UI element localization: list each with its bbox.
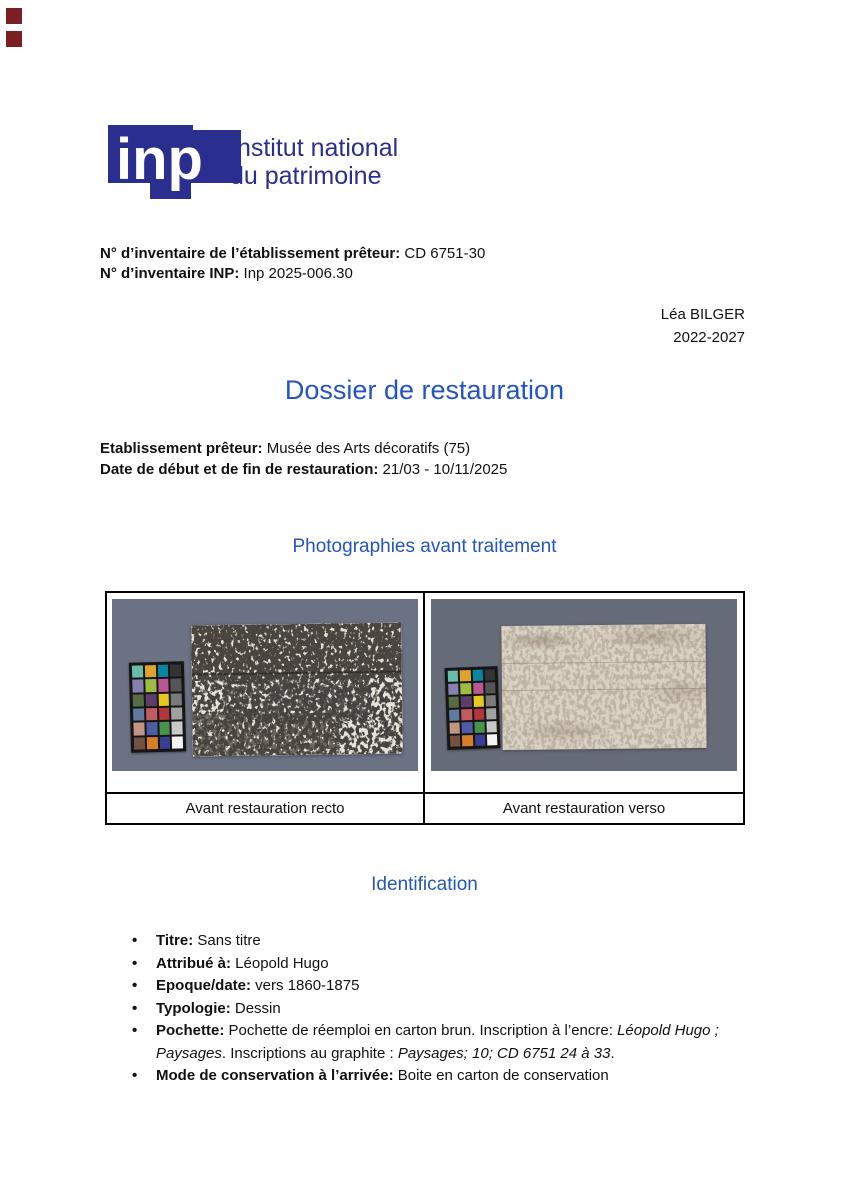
identification-segment: Attribué à: (156, 954, 231, 972)
colorchecker-patch (448, 670, 459, 681)
drawing-paper-verso (501, 624, 706, 750)
colorchecker-patch (487, 734, 498, 745)
loan-dates-line (100, 459, 507, 480)
logo-acronym: inp (116, 127, 203, 192)
colorchecker-patch (171, 707, 182, 720)
red-corner-mark-icon (6, 8, 22, 24)
photos-section-heading: Photographies avant traitement (292, 536, 557, 557)
identification-item (130, 998, 742, 1021)
colorchecker-patch (171, 679, 182, 692)
colorchecker-patch (461, 709, 472, 720)
drawing-paper-recto (191, 623, 403, 757)
smudge-texture (501, 624, 706, 750)
colorchecker-patch (134, 737, 145, 750)
colorchecker-patch (145, 679, 156, 692)
colorchecker-patch (157, 665, 168, 678)
identification-segment: Dessin (230, 999, 281, 1017)
identification-segment: Typologie: (156, 999, 231, 1017)
identification-segment: Léopold Hugo ; Paysages (156, 1022, 719, 1062)
loan-block (100, 438, 507, 480)
identification-segment: Boite en carton de conservation (393, 1067, 609, 1084)
identification-segment: Mode de conservation à l’arrivée: (156, 1067, 394, 1084)
identification-heading: Identification (371, 874, 478, 895)
colorchecker-patch (485, 682, 496, 693)
colorchecker-patch (132, 665, 143, 678)
colorchecker-patch (147, 737, 158, 750)
colorchecker-patch (460, 683, 471, 694)
photo-avant-recto (112, 599, 418, 771)
red-corner-mark-icon (6, 31, 22, 47)
colorchecker-patch (170, 664, 181, 677)
colorchecker-patch (133, 723, 144, 736)
page-title: Dossier de restauration (284, 375, 565, 405)
identification-item (130, 953, 742, 976)
identification-segment: . Inscriptions au graphite : (221, 1044, 398, 1062)
colorchecker-patch (474, 722, 485, 733)
loan-dates-label: Date de début et de fin de restauration: (100, 461, 379, 478)
logo-org-name (230, 134, 398, 190)
colorchecker-patch (146, 708, 157, 721)
inventory-lender-value: CD 6751-30 (400, 245, 486, 262)
colorchecker-patch (474, 735, 485, 746)
colorchecker-patch (449, 696, 460, 707)
photo-caption: Avant restauration verso (425, 792, 743, 823)
colorchecker-card (129, 661, 186, 752)
identification-segment: Pochette: (156, 1022, 225, 1039)
colorchecker-patch (473, 683, 484, 694)
colorchecker-patch (133, 708, 144, 721)
colorchecker-patch (449, 709, 460, 720)
author-name: Léa BILGER (660, 306, 745, 323)
colorchecker-patch (450, 735, 461, 746)
loan-dates-value: 21/03 - 10/11/2025 (378, 461, 508, 478)
identification-segment: Epoque/date: (156, 977, 252, 994)
photo-cell (107, 593, 425, 792)
identification-segment: Paysages; 10; CD 6751 24 à 33 (397, 1044, 611, 1062)
colorchecker-patch (474, 709, 485, 720)
colorchecker-patch (146, 722, 157, 735)
colorchecker-patch (486, 708, 497, 719)
colorchecker-patch (159, 708, 170, 721)
colorchecker-patch (159, 736, 170, 749)
logo-org-line1: Institut national (230, 134, 399, 162)
ink-texture (223, 675, 371, 723)
colorchecker-patch (450, 722, 461, 733)
loan-establishment-label: Etablissement prêteur: (100, 440, 263, 457)
identification-segment: Pochette de réemploi en carton brun. Inscription à l’encre: (224, 1022, 618, 1039)
identification-segment: Sans titre (193, 932, 261, 949)
colorchecker-patch (472, 670, 483, 681)
colorchecker-patch (171, 693, 182, 706)
colorchecker-patch (462, 735, 473, 746)
author-years: 2022-2027 (673, 329, 745, 346)
colorchecker-patch (484, 669, 495, 680)
identification-segment: . (610, 1044, 615, 1062)
identification-item (130, 930, 742, 953)
inventory-block (100, 244, 485, 284)
colorchecker-patch (133, 694, 144, 707)
colorchecker-patch (158, 693, 169, 706)
author-block (661, 303, 745, 349)
identification-segment: Titre: (156, 932, 194, 949)
photo-avant-verso (431, 599, 737, 771)
loan-establishment-line (100, 438, 507, 459)
colorchecker-patch (159, 722, 170, 735)
logo-org-line2: du patrimoine (230, 162, 382, 190)
colorchecker-patch (158, 679, 169, 692)
identification-item (130, 1020, 742, 1065)
colorchecker-patch (145, 694, 156, 707)
identification-item (130, 975, 742, 998)
inventory-lender-line (100, 244, 485, 264)
inventory-inp-value: Inp 2025-006.30 (239, 265, 353, 282)
colorchecker-patch (172, 722, 183, 735)
colorchecker-patch (461, 696, 472, 707)
inventory-inp-line (100, 264, 485, 284)
loan-establishment-value: Musée des Arts décoratifs (75) (262, 440, 471, 457)
colorchecker-patch (462, 722, 473, 733)
colorchecker-card (445, 666, 501, 750)
colorchecker-patch (145, 665, 156, 678)
identification-segment: vers 1860-1875 (251, 977, 360, 994)
inventory-lender-label: N° d’inventaire de l’établissement prêteur: (100, 245, 401, 262)
colorchecker-patch (473, 696, 484, 707)
photo-caption: Avant restauration recto (107, 792, 425, 823)
colorchecker-patch (485, 695, 496, 706)
photo-table (105, 591, 745, 825)
identification-list (130, 930, 742, 1088)
colorchecker-patch (486, 721, 497, 732)
identification-item (130, 1065, 742, 1088)
colorchecker-patch (172, 736, 183, 749)
colorchecker-patch (460, 670, 471, 681)
colorchecker-patch (448, 683, 459, 694)
colorchecker-patch (132, 680, 143, 693)
identification-segment: Léopold Hugo (231, 954, 329, 972)
photo-cell (425, 593, 743, 792)
inventory-inp-label: N° d’inventaire INP: (100, 265, 240, 282)
